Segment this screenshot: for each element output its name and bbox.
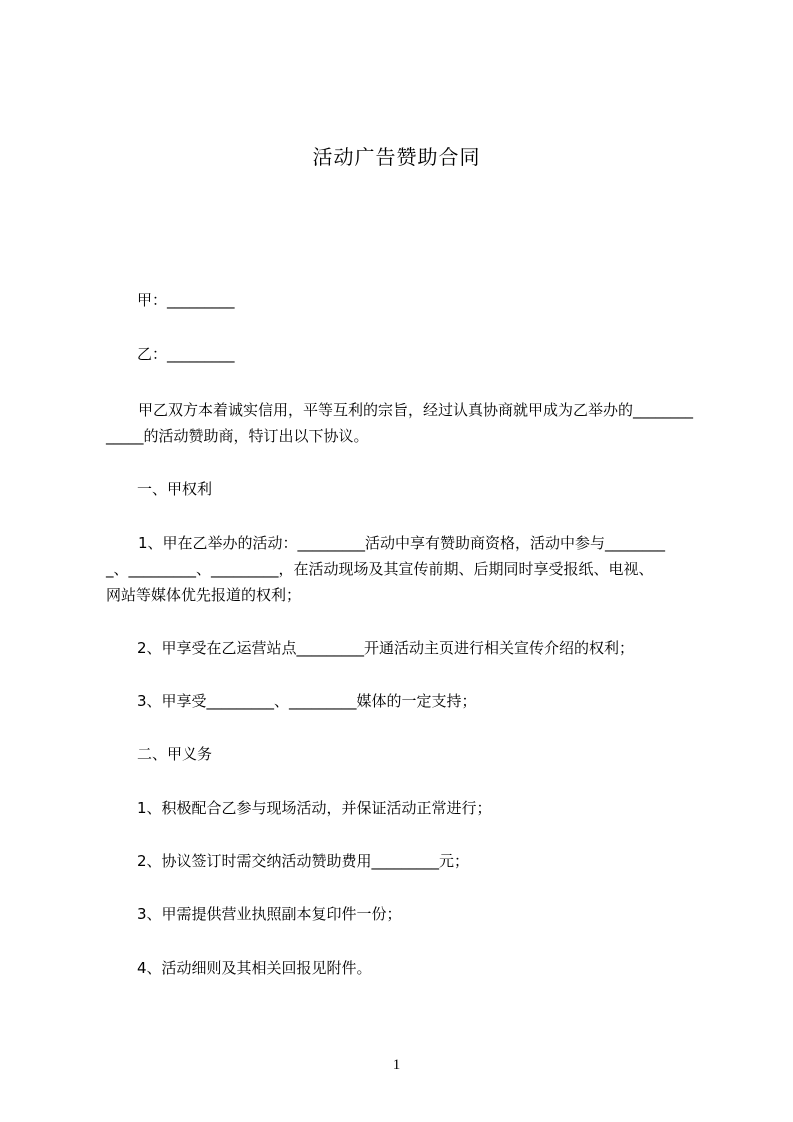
section-1-heading: 一、甲权利 <box>137 480 213 498</box>
document-title: 活动广告赞助合同 <box>312 145 481 169</box>
section-1-item-1 <box>106 530 706 608</box>
section-2-item-1: 1、积极配合乙参与现场活动，并保证活动正常进行； <box>137 799 492 817</box>
section-1-item-1-line-2: _、_________、_________，在活动现场及其宣传前期、后期同时享受报纸、电视、 <box>106 560 654 578</box>
party-a-line: 甲：_________ <box>137 291 235 309</box>
section-2-item-3: 3、甲需提供营业执照副本复印件一份； <box>137 905 402 923</box>
section-2-heading: 二、甲义务 <box>137 745 213 763</box>
page-number: 1 <box>392 1057 401 1073</box>
section-2-item-4: 4、活动细则及其相关回报见附件。 <box>137 959 372 977</box>
section-1-item-3: 3、甲享受_________、_________媒体的一定支持； <box>137 692 477 710</box>
section-1-item-1-line-1: 1、甲在乙举办的活动：_________活动中享有赞助商资格，活动中参与________ <box>138 534 666 552</box>
section-2-item-2: 2、协议签订时需交纳活动赞助费用_________元； <box>137 852 470 870</box>
intro-line-2: _____的活动赞助商，特订出以下协议。 <box>106 427 369 445</box>
section-1-item-2: 2、甲享受在乙运营站点_________开通活动主页进行相关宣传介绍的权利； <box>137 639 635 657</box>
party-b-line: 乙：_________ <box>137 345 235 363</box>
intro-line-1: 甲乙双方本着诚实信用，平等互利的宗旨，经过认真协商就甲成为乙举办的________ <box>138 401 694 419</box>
section-1-item-1-line-3: 网站等媒体优先报道的权利； <box>106 586 302 604</box>
intro-paragraph <box>106 397 706 449</box>
